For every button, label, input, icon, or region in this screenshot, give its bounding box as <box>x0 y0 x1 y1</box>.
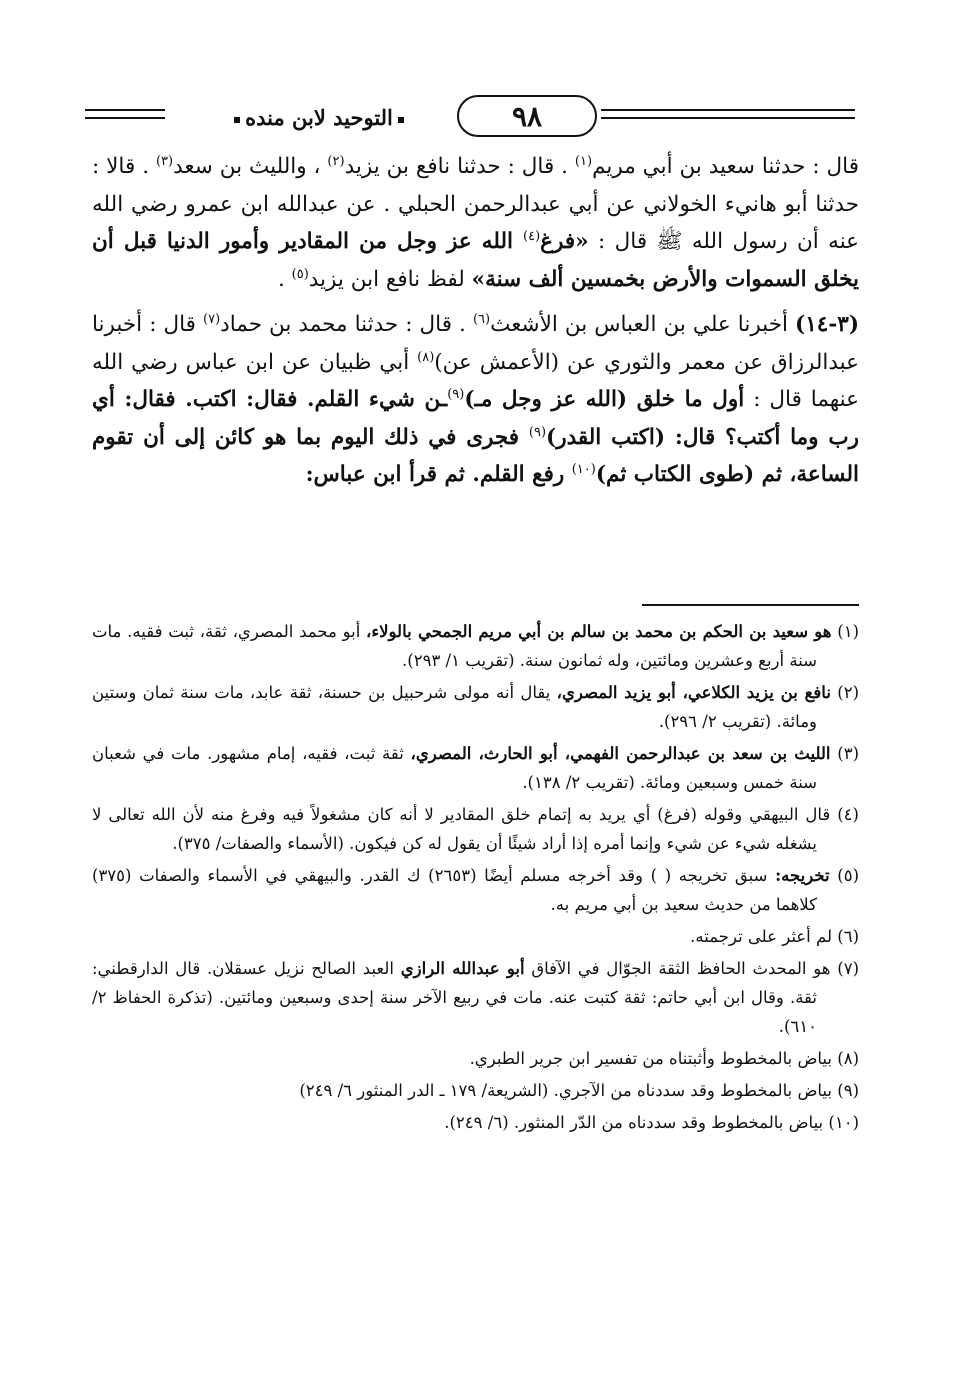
footnote-ref-9: (٩) <box>528 424 547 440</box>
footnote-number: (٤) <box>837 805 859 824</box>
footnote-ref-6: (٦) <box>472 311 491 327</box>
footnote-7 <box>92 954 859 1041</box>
footnote-ref-10: (١٠) <box>571 461 596 477</box>
hadith-number: (٣-١٤) <box>795 312 859 337</box>
footnote-text: يقال أنه مولى شرحبيل بن حسنة، ثقة عابد، مات سنة ثمان وستين ومائة. (تقريب ٢/ ٢٩٦). <box>92 683 817 731</box>
hadith-text: أول ما خلق (الله عز وجل مـ) <box>464 387 745 412</box>
hadith-text: رفع القلم. ثم قرأ ابن عباس: <box>305 462 572 487</box>
footnote-text: بياض بالمخطوط وقد سددناه من الآجري. (الشريعة/ ١٧٩ ـ الدر المنثور ٦/ ٢٤٩) <box>299 1081 832 1100</box>
footnote-ref-9: (٩) <box>447 386 465 402</box>
footnote-5 <box>92 861 859 919</box>
footnote-label: تخريجه: <box>775 866 830 885</box>
footnote-text: لم أعثر على ترجمته. <box>690 927 832 946</box>
footnote-name: أبو عبدالله الرازي <box>400 959 525 978</box>
footnote-name: نافع بن يزيد الكلاعي، أبو يزيد المصري، <box>556 683 831 702</box>
footnote-number: (٣) <box>837 744 859 763</box>
hadith-text: فجرى في ذلك اليوم بما هو كائن إلى أن تقوم الساعة، ثم (طوى الكتاب ثم) <box>92 424 859 487</box>
page-number-badge <box>457 95 597 137</box>
footnote-text: سبق تخريجه ( ) وقد أخرجه مسلم أيضًا (٢٦٥٣) ك القدر. والبيهقي في الأسماء والصفات (٣٧٥) كلاهما من حديث سعيد بن أبي مريم به. <box>92 866 817 914</box>
footnote-ref-1: (١) <box>574 153 593 169</box>
footnote-ref-2: (٢) <box>327 153 345 169</box>
text-run: قال : حدثنا سعيد بن أبي مريم <box>592 154 859 179</box>
text-run: قال : أخبرنا عبدالرزاق عن معمر والثوري عن (الأعمش عن) <box>92 312 859 375</box>
footnote-number: (٢) <box>837 683 859 702</box>
footnote-text: ثقة ثبت، فقيه، إمام مشهور. مات في شعبان سنة خمس وسبعين ومائة. (تقريب ٢/ ١٣٨). <box>92 744 817 792</box>
footnote-text: أبو محمد المصري، ثقة، ثبت فقيه. مات سنة أربع وعشرين ومائتين، وله ثمانون سنة. (تقريب ١/ ٢٩٣). <box>92 622 817 670</box>
ornament-square-icon <box>234 117 240 123</box>
footnote-text: بياض بالمخطوط وأثبتناه من تفسير ابن جرير الطبري. <box>469 1049 832 1068</box>
text-run: . <box>277 266 292 292</box>
hadith-text: الله عز وجل من المقادير وأمور الدنيا قبل أن يخلق السموات والأرض بخمسين ألف سنة» <box>92 229 859 292</box>
footnote-text: هو المحدث الحافظ الثقة الجوّال في الآفاق <box>524 959 831 978</box>
header-rule-left-1 <box>85 109 165 111</box>
footnote-text: العبد الصالح نزيل عسقلان. قال الدارقطني: ثقة. وقال ابن أبي حاتم: ثقة كتبت عنه. مات في ربيع الآخر سنة إحدى وسبعين ومائتين. (تذكرة الحفاظ ٢/ ٦١٠). <box>92 959 817 1036</box>
text-run: . قال : حدثنا نافع بن يزيد <box>344 154 575 179</box>
footnote-9 <box>92 1076 859 1105</box>
footnote-text: بياض بالمخطوط وقد سددناه من الدّر المنثور. (٦/ ٢٤٩). <box>444 1113 824 1132</box>
footnote-8 <box>92 1044 859 1073</box>
footnote-number: (٥) <box>837 866 860 885</box>
footnote-number: (٩) <box>837 1081 859 1100</box>
footnote-1 <box>92 617 859 675</box>
footnote-ref-3: (٣) <box>155 153 174 169</box>
text-run: ، والليث بن سعد <box>173 154 328 179</box>
footnote-2 <box>92 678 859 736</box>
page-number: ٩٨ <box>511 99 543 133</box>
footnote-text: قال البيهقي وقوله (فرغ) أي يريد به إتمام خلق المقادير لا أنه كان مشغولاً فيه وفرغ منه لأن الله تعالى لا يشغله شيء عن شيء وإنما أمره إذا أراد شيئًا أن يقول له كن فيكون. (الأسماء والصفات/ ٣٧٥). <box>92 805 831 853</box>
footnote-number: (٨) <box>837 1049 859 1068</box>
running-title <box>203 101 435 135</box>
main-text <box>92 148 859 494</box>
header-rule-left-2 <box>85 117 165 119</box>
footnote-ref-4: (٤) <box>523 228 541 244</box>
header-rule-right-2 <box>601 117 855 119</box>
hadith-text: ـن شيء القلم. فقال: اكتب. فقال: أي رب وما أكتب؟ قال: (اكتب القدر) <box>92 387 859 450</box>
text-run: لفظ نافع ابن يزيد <box>308 266 472 292</box>
footnote-3 <box>92 739 859 797</box>
footnotes <box>92 617 859 1140</box>
hadith-text: «فرغ <box>540 229 589 254</box>
ornament-square-icon <box>398 117 404 123</box>
text-run: أخبرنا علي بن العباس بن الأشعث <box>490 312 796 337</box>
footnote-name: هو سعيد بن الحكم بن محمد بن سالم بن أبي مريم الجمحي بالولاء، <box>366 622 832 641</box>
footnote-number: (٧) <box>837 959 859 978</box>
footnote-ref-5: (٥) <box>291 266 309 282</box>
footnote-separator <box>642 604 859 606</box>
running-title-text: التوحيد لابن منده <box>245 105 393 130</box>
text-run: . قالا : حدثنا أبو هانيء الخولاني عن أبي عبدالرحمن الحبلي . عن عبدالله ابن عمرو رضي الله عنه أن رسول الله ﷺ قال : <box>92 154 860 254</box>
paragraph-1 <box>92 148 859 298</box>
footnote-ref-7: (٧) <box>203 311 221 327</box>
footnote-6 <box>92 922 859 951</box>
page-header <box>85 95 855 141</box>
footnote-number: (١٠) <box>828 1113 859 1132</box>
footnote-name: الليث بن سعد بن عبدالرحمن الفهمي، أبو الحارث، المصري، <box>410 744 831 763</box>
footnote-10 <box>92 1108 859 1137</box>
footnote-number: (١) <box>837 622 859 641</box>
footnote-4 <box>92 800 859 858</box>
text-run: أبي ظبيان عن ابن عباس رضي الله عنهما قال : <box>92 349 859 412</box>
header-rule-right-1 <box>601 109 855 111</box>
text-run: . قال : حدثنا محمد بن حماد <box>220 312 473 337</box>
paragraph-2 <box>92 306 859 494</box>
footnote-number: (٦) <box>837 927 859 946</box>
footnote-ref-8: (٨) <box>417 349 435 365</box>
